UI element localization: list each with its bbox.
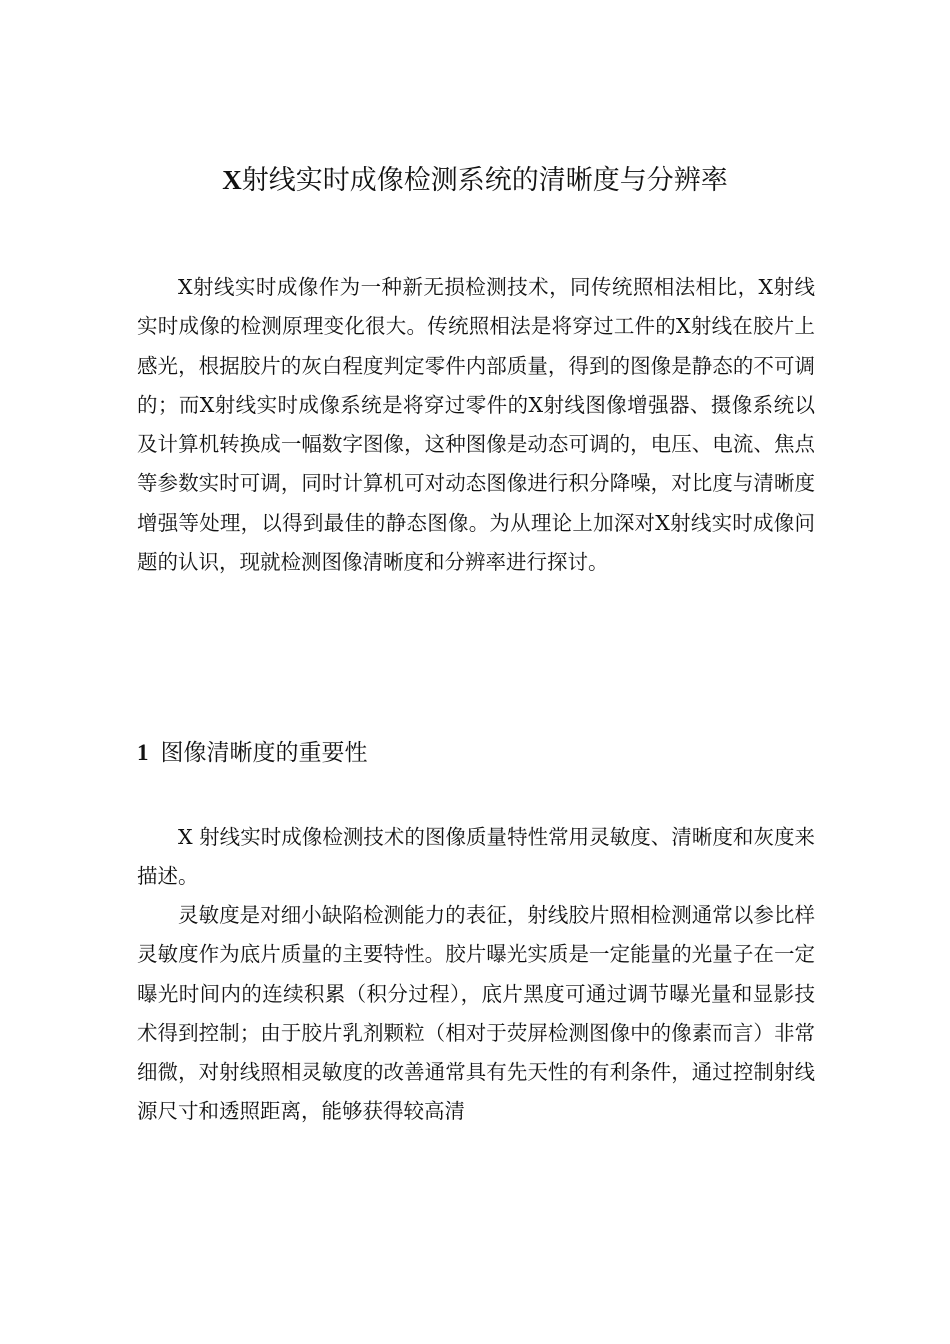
title-lead: X <box>222 165 242 195</box>
section-paragraph: X 射线实时成像检测技术的图像质量特性常用灵敏度、清晰度和灰度来描述。 <box>137 825 815 889</box>
section-heading <box>137 733 368 773</box>
intro-section <box>137 268 815 582</box>
section-number: 1 <box>137 740 149 765</box>
intro-paragraph: X射线实时成像作为一种新无损检测技术，同传统照相法相比，X射线实时成像的检测原理变化很大。传统照相法是将穿过工件的X射线在胶片上感光，根据胶片的灰白程度判定零件内部质量，得到的图像是静态的不可调的；而X射线实时成像系统是将穿过零件的X射线图像增强器、摄像系统以及计算机转换成一幅数字图像，这种图像是动态可调的，电压、电流、焦点等参数实时可调，同时计算机可对动态图像进行积分降噪，对比度与清晰度增强等处理，以得到最佳的静态图像。为从理论上加深对X射线实时成像问题的认识，现就检测图像清晰度和分辨率进行探讨。 <box>137 275 815 575</box>
title-text: 射线实时成像检测系统的清晰度与分辨率 <box>241 165 728 196</box>
document-title <box>0 160 950 201</box>
section-paragraph-2-block <box>137 896 815 1132</box>
section-title: 图像清晰度的重要性 <box>160 740 368 766</box>
section-paragraph-1-block <box>137 818 815 897</box>
section-paragraph: 灵敏度是对细小缺陷检测能力的表征，射线胶片照相检测通常以参比样灵敏度作为底片质量的主要特性。胶片曝光实质是一定能量的光量子在一定曝光时间内的连续积累（积分过程），底片黑度可通过调节曝光量和显影技术得到控制；由于胶片乳剂颗粒（相对于荧屏检测图像中的像素而言）非常细微，对射线照相灵敏度的改善通常具有先天性的有利条件，通过控制射线源尺寸和透照距离，能够获得较高清 <box>137 903 815 1124</box>
